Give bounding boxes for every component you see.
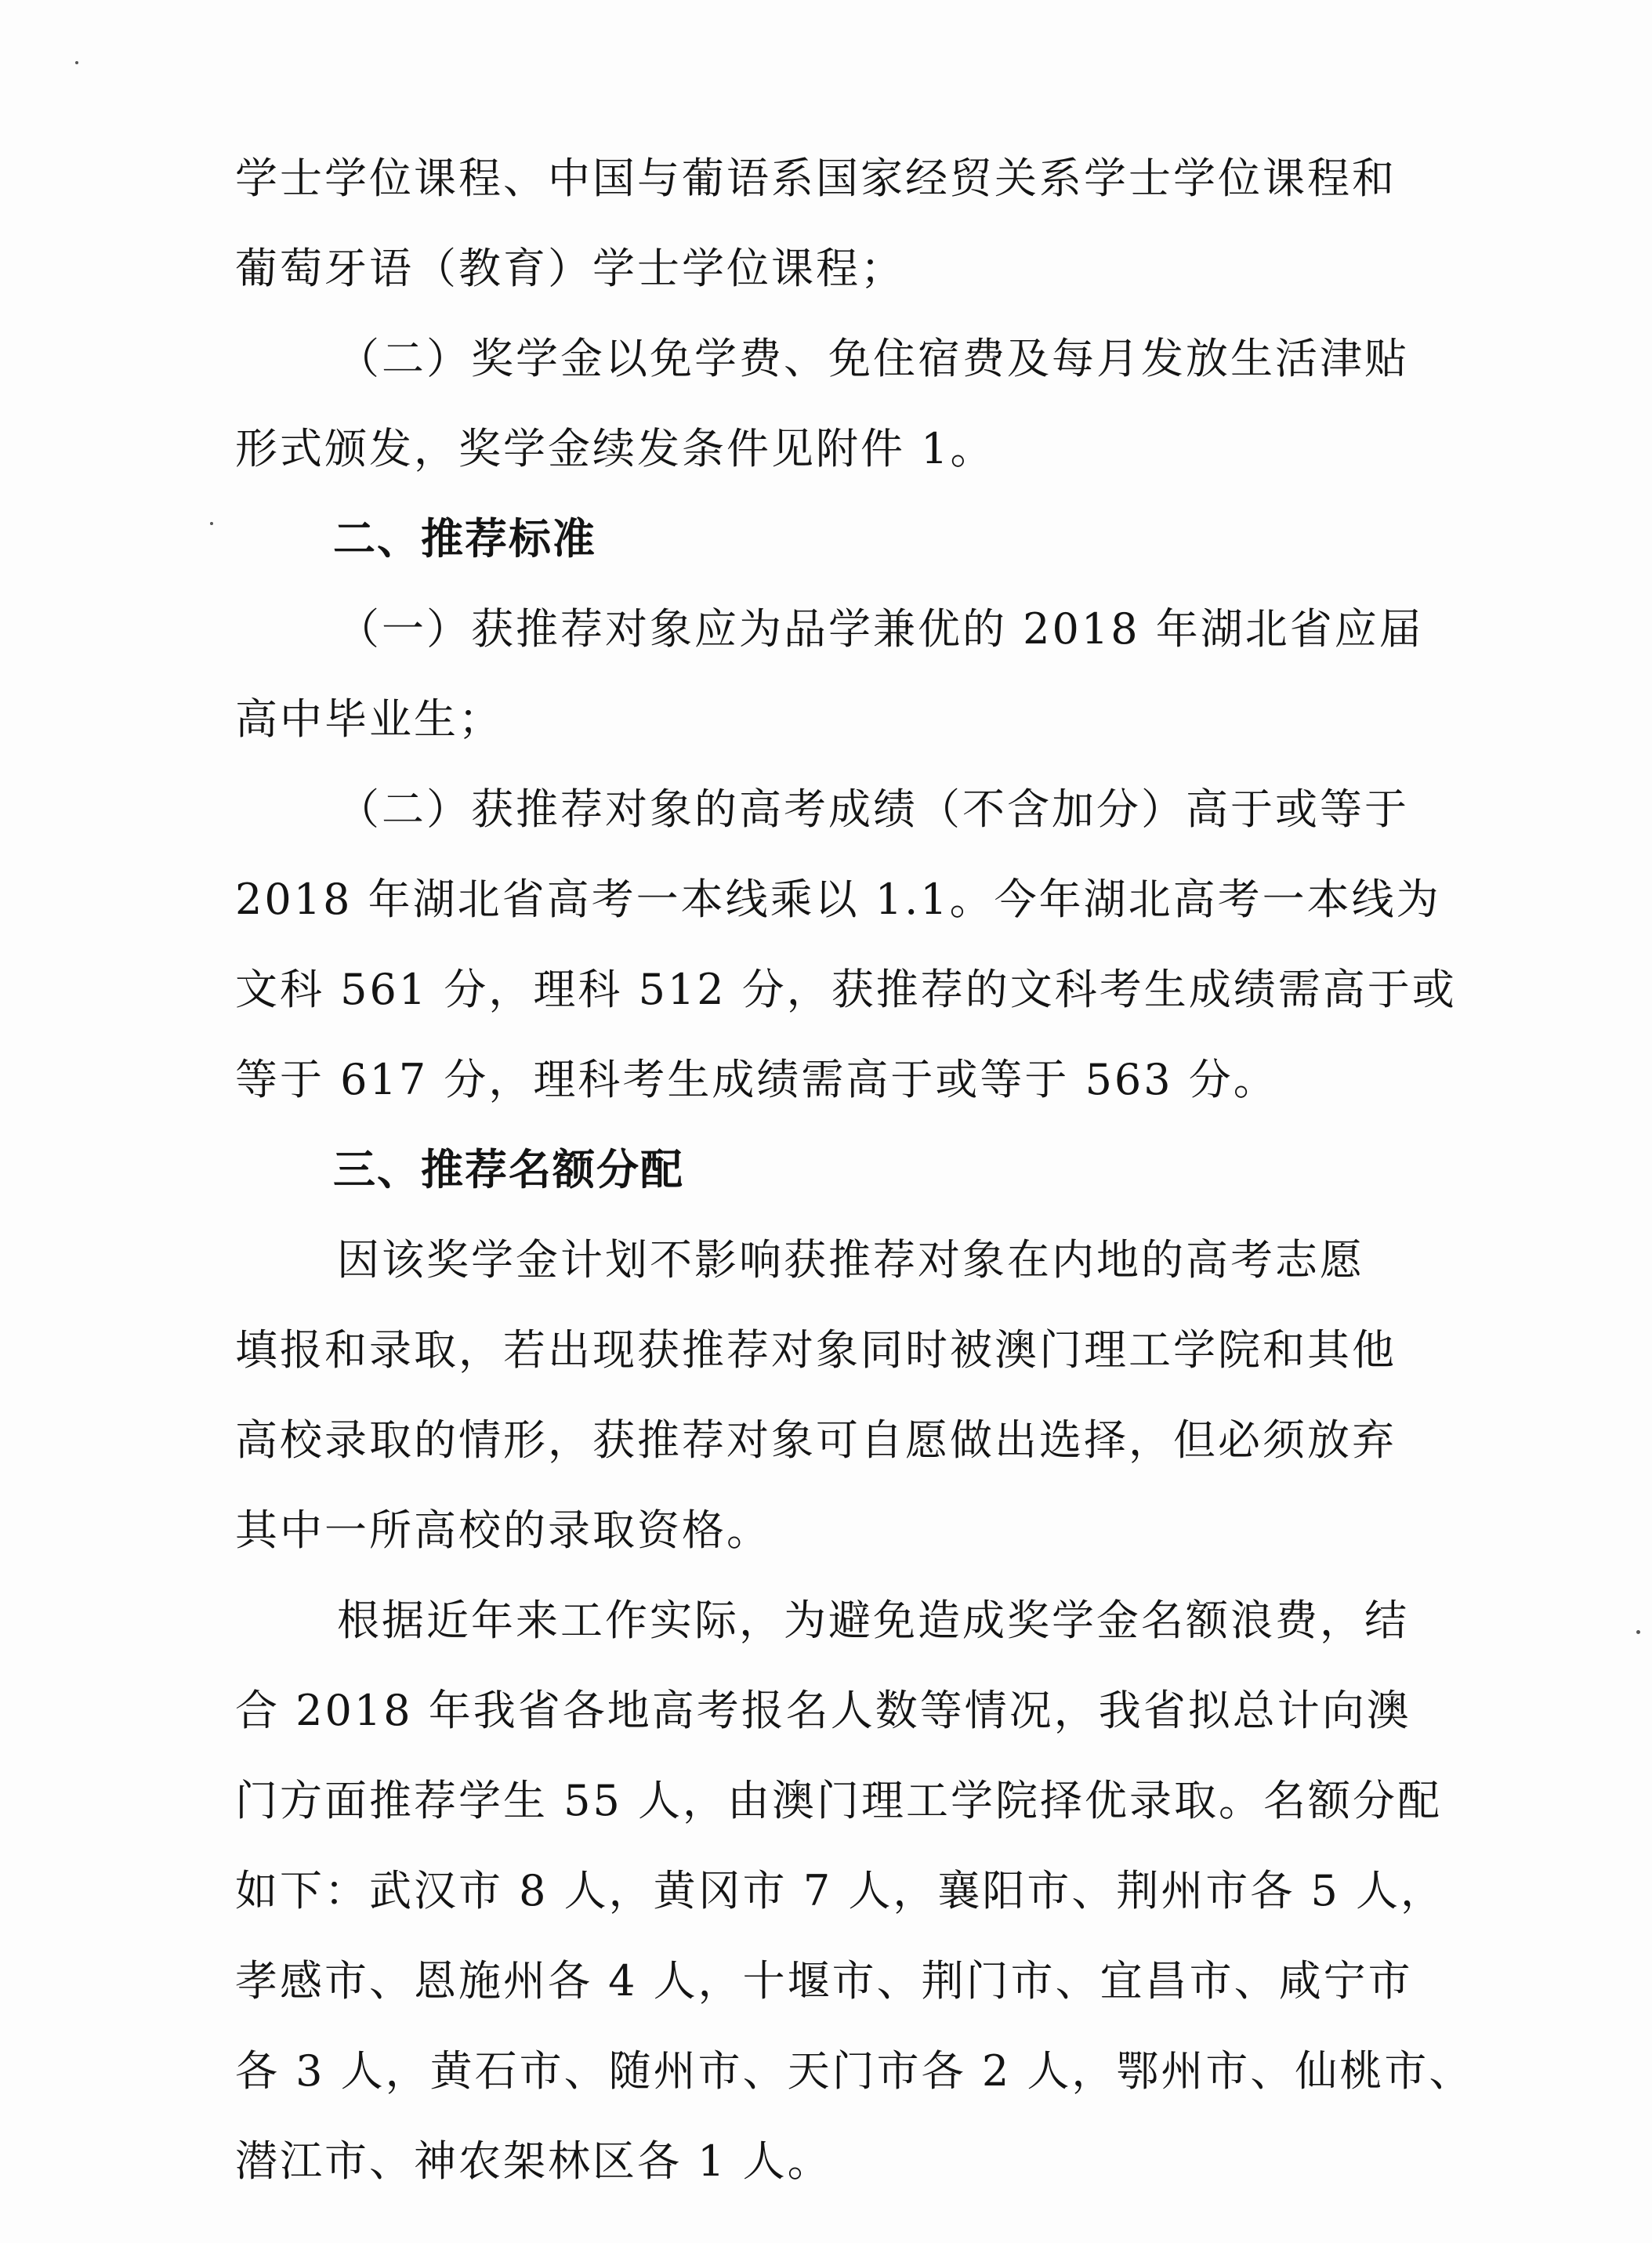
text-line: 合 2018 年我省各地高考报名人数等情况，我省拟总计向澳 bbox=[235, 1686, 1411, 1735]
scan-speck bbox=[210, 522, 213, 525]
text-line: 各 3 人，黄石市、随州市、天门市各 2 人，鄂州市、仙桃市、 bbox=[235, 2046, 1474, 2096]
text-line: 门方面推荐学生 55 人，由澳门理工学院择优录取。名额分配 bbox=[235, 1776, 1443, 1825]
text-line: （一）获推荐对象应为品学兼优的 2018 年湖北省应届 bbox=[337, 604, 1424, 654]
scan-speck bbox=[75, 61, 78, 64]
text-line: 高中毕业生； bbox=[235, 694, 503, 744]
text-line: 高校录取的情形，获推荐对象可自愿做出选择，但必须放弃 bbox=[235, 1415, 1397, 1465]
text-line: （二）奖学金以免学费、免住宿费及每月发放生活津贴 bbox=[337, 334, 1409, 383]
text-line: 因该奖学金计划不影响获推荐对象在内地的高考志愿 bbox=[337, 1235, 1364, 1285]
text-line: 学士学位课程、中国与葡语系国家经贸关系学士学位课程和 bbox=[235, 154, 1397, 203]
text-line: 如下：武汉市 8 人，黄冈市 7 人，襄阳市、荆州市各 5 人， bbox=[235, 1866, 1446, 1915]
text-line: 潜江市、神农架林区各 1 人。 bbox=[235, 2136, 832, 2186]
text-line: 形式颁发，奖学金续发条件见附件 1。 bbox=[235, 424, 995, 473]
text-line: 等于 617 分，理科考生成绩需高于或等于 563 分。 bbox=[235, 1055, 1278, 1104]
text-line: 葡萄牙语（教育）学士学位课程； bbox=[235, 244, 905, 293]
text-line: 其中一所高校的录取资格。 bbox=[235, 1506, 771, 1555]
text-line: 2018 年湖北省高考一本线乘以 1.1。今年湖北高考一本线为 bbox=[235, 875, 1441, 924]
text-line: 文科 561 分，理科 512 分，获推荐的文科考生成绩需高于或 bbox=[235, 965, 1457, 1014]
text-line: 填报和录取，若出现获推荐对象同时被澳门理工学院和其他 bbox=[235, 1325, 1397, 1375]
text-line: 孝感市、恩施州各 4 人，十堰市、荆门市、宜昌市、咸宁市 bbox=[235, 1956, 1413, 2006]
scan-speck bbox=[1636, 1630, 1640, 1634]
section-heading: 二、推荐标准 bbox=[333, 514, 596, 563]
text-line: 根据近年来工作实际，为避免造成奖学金名额浪费，结 bbox=[337, 1596, 1409, 1645]
section-heading: 三、推荐名额分配 bbox=[333, 1145, 684, 1194]
text-line: （二）获推荐对象的高考成绩（不含加分）高于或等于 bbox=[337, 785, 1409, 834]
document-body bbox=[235, 133, 1474, 2206]
